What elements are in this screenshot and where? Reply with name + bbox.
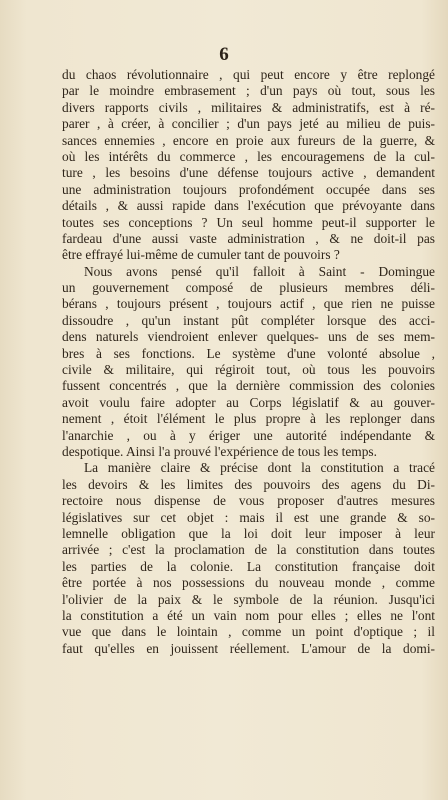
body-text	[62, 67, 435, 657]
text-line: dens naturels viendroient enlever quelques- uns de ses mem-	[62, 329, 435, 345]
text-line: faut qu'elles en jouissent réellement. L'amour de la domi-	[62, 640, 435, 656]
page-number: 6	[219, 44, 229, 65]
text-line: les devoirs & les limites des pouvoirs des agens du Di-	[62, 476, 435, 492]
text-line: bres à ses fonctions. Le système d'une volonté absolue ,	[62, 345, 435, 361]
text-line: fardeau d'une aussi vaste administration , & ne doit-il pas	[62, 230, 435, 246]
text-line: Nous avons pensé qu'il falloit à Saint - Domingue	[84, 263, 435, 279]
text-line: du chaos révolutionnaire , qui peut encore y être replongé	[62, 67, 435, 82]
paragraph	[62, 264, 435, 461]
text-line: ture , les besoins d'une défense toujours active , demandent	[62, 165, 435, 181]
text-line: avoit voulu faire adopter au Corps législatif & au gouver-	[62, 394, 435, 410]
text-line: l'olivier de la paix & le symbole de la réunion. Jusqu'ici	[62, 591, 435, 607]
text-line: bérans , toujours présent , toujours actif , que rien ne puisse	[62, 296, 435, 312]
text-line: lemnelle obligation que la loi doit leur imposer à leur	[62, 525, 435, 541]
paragraph	[62, 460, 435, 657]
text-line: parer , à créer, à concilier ; d'un pays jeté au milieu de puis-	[62, 116, 435, 132]
text-line: fussent concentrés , que la dernière commission des colonies	[62, 378, 435, 394]
text-line: législatives sur cet objet : mais il est une grande & so-	[62, 509, 435, 525]
text-line: être effrayé lui-même de cumuler tant de pouvoirs ?	[62, 247, 340, 263]
text-line: despotique. Ainsi l'a prouvé l'expérience de tous les temps.	[62, 443, 377, 459]
text-line: divers rapports civils , militaires & administratifs, est à ré-	[62, 99, 435, 115]
text-line: être portée à nos possessions du nouveau monde , comme	[62, 575, 435, 591]
text-line: rectoire nous dispense de vous proposer d'autres mesures	[62, 493, 435, 509]
text-line: toutes ses conceptions ? Un seul homme peut-il supporter le	[62, 214, 435, 230]
text-line: les parties de la colonie. La constitution française doit	[62, 558, 435, 574]
text-line: la constitution a été un vain nom pour elles ; elles ne l'ont	[62, 607, 435, 623]
text-line: par le moindre embrasement ; d'un pays où tout, sous les	[62, 83, 435, 99]
text-line: nement , étoit l'élément le plus propre à les replonger dans	[62, 411, 435, 427]
text-line: dissoudre , qu'un instant pût compléter lorsque des acci-	[62, 312, 435, 328]
text-line: où les intérêts du commerce , les encouragemens de la cul-	[62, 148, 435, 164]
text-line: un gouvernement composé de plusieurs membres déli-	[62, 280, 435, 296]
text-line: La manière claire & précise dont la constitution a tracé	[84, 460, 435, 476]
text-line: l'anarchie , ou à y ériger une autorité indépendante &	[62, 427, 435, 443]
text-line: vue que dans le lointain , comme un point d'optique ; il	[62, 624, 435, 640]
paragraph	[62, 67, 435, 264]
text-line: détails , & aussi rapide dans l'exécution que prévoyante dans	[62, 198, 435, 214]
text-line: une administration toujours profondément occupée dans ses	[62, 181, 435, 197]
text-line: arrivée ; c'est la proclamation de la constitution dans toutes	[62, 542, 435, 558]
text-line: sances ennemies , encore en proie aux fureurs de la guerre, &	[62, 132, 435, 148]
text-line: civile & militaire, qui régiroit tout, où tous les pouvoirs	[62, 362, 435, 378]
